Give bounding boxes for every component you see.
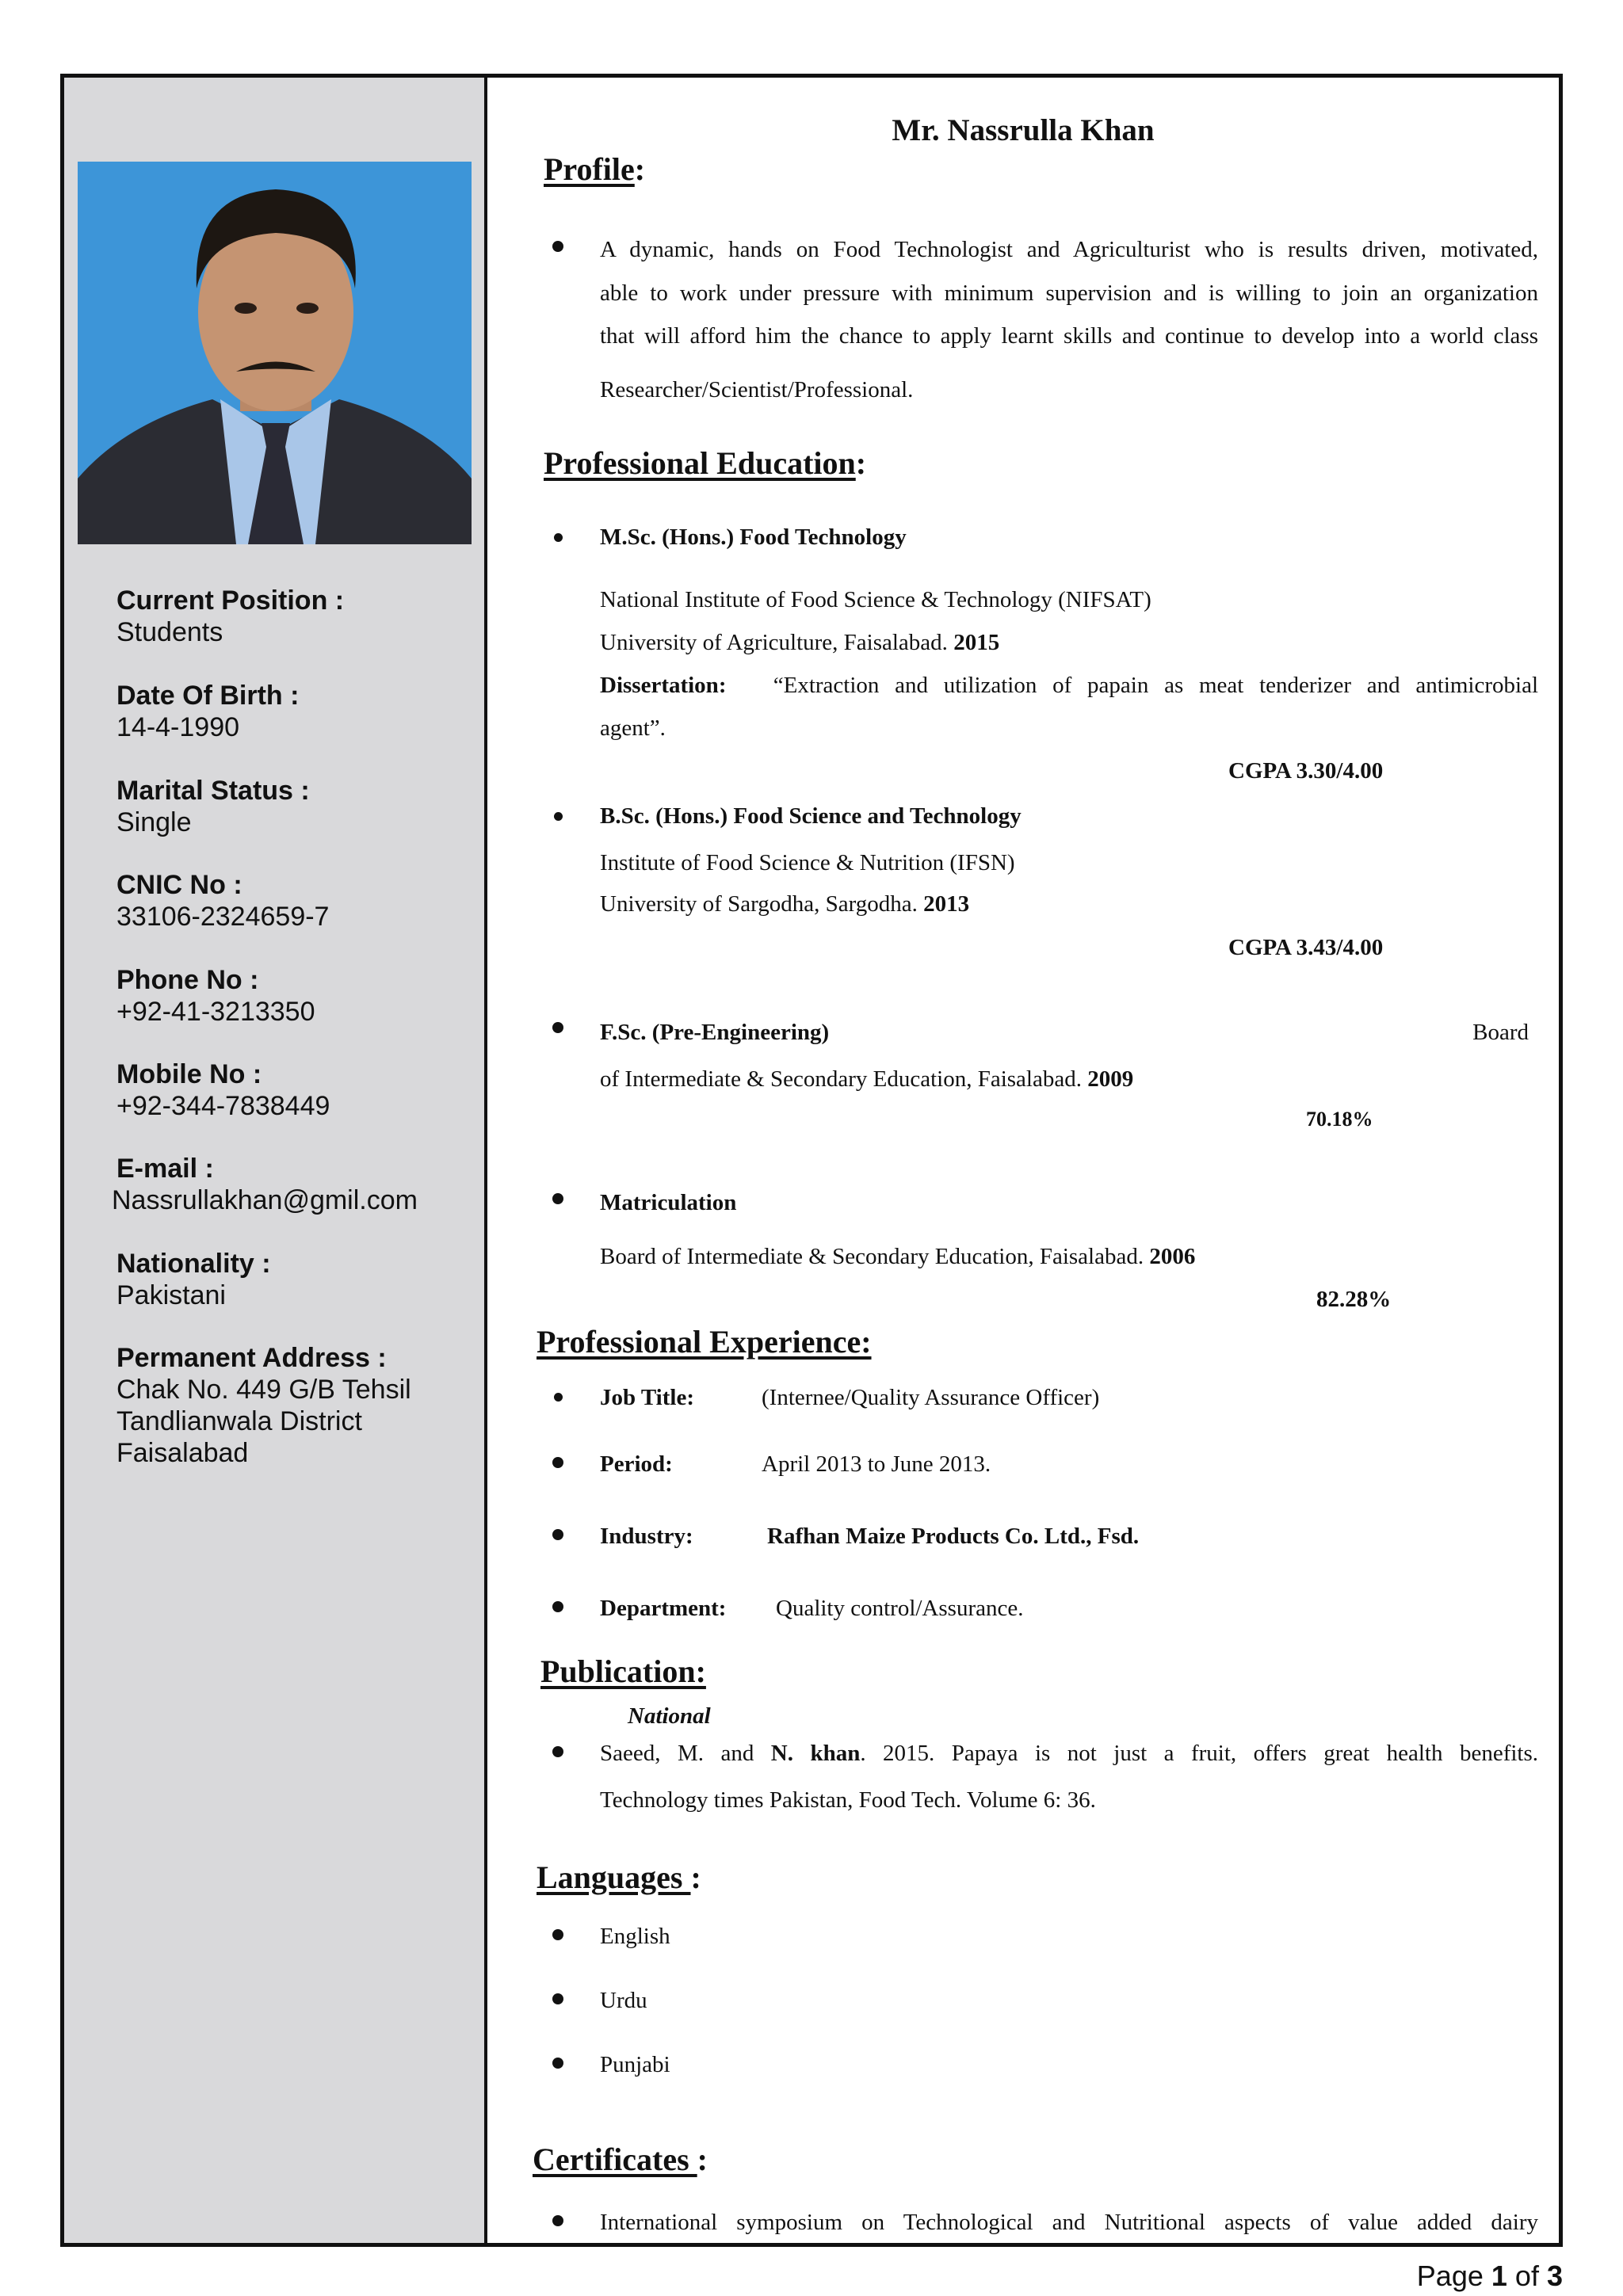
field-label: Phone No : [116, 965, 259, 995]
publication-line: Technology times Pakistan, Food Tech. Volume 6: 36. [600, 1787, 1096, 1813]
field-value: Nassrullakhan@gmil.com [112, 1185, 418, 1215]
candidate-name: Mr. Nassrulla Khan [892, 113, 1155, 147]
field-label: Mobile No : [116, 1059, 262, 1089]
languages-heading: Languages : [537, 1859, 701, 1895]
msc-degree: M.Sc. (Hons.) Food Technology [600, 524, 907, 550]
bsc-university: University of Sargodha, Sargodha. 2013 [600, 891, 970, 917]
bullet [552, 1529, 563, 1540]
profile-line: Researcher/Scientist/Professional. [600, 377, 914, 402]
field-value: +92-41-3213350 [116, 997, 315, 1027]
certificates-heading: Certificates : [533, 2142, 708, 2177]
page-number: Page 1 of 3 [1416, 2260, 1563, 2292]
field-value: Students [116, 617, 223, 647]
language-item: Urdu [600, 1988, 647, 2013]
field-date-of-birth [116, 680, 299, 743]
profile-heading: Profile: [544, 151, 646, 187]
profile-line: A dynamic, hands on Food Technologist and Agriculturist who is results driven, motivated, [600, 237, 1538, 262]
field-nationality [116, 1248, 271, 1311]
publication-heading: Publication: [540, 1653, 706, 1689]
profile-photo [78, 162, 472, 544]
matric-degree: Matriculation [600, 1190, 737, 1215]
field-cnic [116, 869, 329, 933]
exp-label: Industry: [600, 1524, 693, 1549]
field-label: CNIC No : [116, 870, 242, 900]
fsc-degree: F.Sc. (Pre-Engineering) [600, 1020, 830, 1045]
publication-line: Saeed, M. and N. khan. 2015. Papaya is not just a fruit, offers great health benefits. [600, 1741, 1538, 1766]
exp-value: (Internee/Quality Assurance Officer) [762, 1385, 1100, 1410]
msc-dissertation-end: agent”. [600, 715, 666, 741]
field-label: Permanent Address : [116, 1343, 387, 1373]
exp-label: Job Title: [600, 1385, 694, 1410]
field-label: Date Of Birth : [116, 681, 300, 711]
msc-university: University of Agriculture, Faisalabad. 2015 [600, 630, 1000, 655]
field-value: Single [116, 807, 192, 837]
profile-line: able to work under pressure with minimum supervision and is willing to join an organization [600, 280, 1538, 306]
bsc-degree: B.Sc. (Hons.) Food Science and Technology [600, 803, 1022, 829]
field-label: Current Position : [116, 585, 345, 616]
bullet [552, 1457, 563, 1468]
field-label: Marital Status : [116, 776, 310, 806]
field-permanent-address [116, 1342, 411, 1469]
bullet [552, 1993, 563, 2004]
msc-cgpa: CGPA 3.30/4.00 [1228, 758, 1384, 784]
sidebar [64, 78, 487, 2243]
bsc-institute: Institute of Food Science & Nutrition (IFSN) [600, 850, 1015, 875]
fsc-percentage: 70.18% [1306, 1108, 1373, 1131]
exp-value: April 2013 to June 2013. [762, 1451, 991, 1477]
field-marital-status [116, 775, 310, 838]
education-heading: Professional Education: [544, 445, 867, 481]
field-phone [116, 964, 315, 1028]
exp-label: Period: [600, 1451, 673, 1477]
field-value: 14-4-1990 [116, 712, 240, 742]
certificate-line: International symposium on Technological and Nutritional aspects of value added dairy [600, 2210, 1538, 2235]
matric-board: Board of Intermediate & Secondary Education, Faisalabad. 2006 [600, 1244, 1196, 1269]
fsc-board: of Intermediate & Secondary Education, Faisalabad. 2009 [600, 1066, 1134, 1092]
language-item: English [600, 1924, 670, 1949]
matric-percentage: 82.28% [1316, 1287, 1392, 1312]
field-label: E-mail : [116, 1154, 214, 1184]
bullet [554, 533, 563, 542]
field-label: Nationality : [116, 1249, 271, 1279]
publication-subheading: National [628, 1703, 711, 1729]
bullet [552, 1746, 563, 1757]
main-content [487, 78, 1559, 2243]
experience-heading: Professional Experience: [537, 1324, 872, 1360]
field-current-position [116, 585, 344, 648]
field-email [112, 1153, 418, 1216]
resume-frame [60, 74, 1563, 2247]
bullet [554, 1393, 563, 1402]
bullet [552, 1929, 563, 1940]
field-value: Chak No. 449 G/B Tehsil Tandlianwala District Faisalabad [116, 1375, 411, 1468]
exp-label: Department: [600, 1596, 727, 1621]
bullet [552, 2215, 563, 2226]
bullet [552, 2058, 563, 2069]
exp-value: Rafhan Maize Products Co. Ltd., Fsd. [767, 1524, 1140, 1549]
language-item: Punjabi [600, 2052, 670, 2077]
fsc-board-word: Board [1472, 1020, 1529, 1045]
bullet [552, 1193, 563, 1204]
msc-institute: National Institute of Food Science & Technology (NIFSAT) [600, 587, 1151, 612]
field-value: Pakistani [116, 1280, 226, 1310]
profile-line: that will afford him the chance to apply learnt skills and continue to develop into a world class [600, 323, 1538, 349]
bullet [552, 241, 563, 252]
bsc-cgpa: CGPA 3.43/4.00 [1228, 935, 1384, 960]
field-value: +92-344-7838449 [116, 1091, 330, 1121]
field-mobile [116, 1058, 330, 1122]
exp-value: Quality control/Assurance. [776, 1596, 1024, 1621]
bullet [552, 1022, 563, 1033]
field-value: 33106-2324659-7 [116, 902, 330, 932]
bullet [554, 812, 563, 821]
msc-dissertation: Dissertation: “Extraction and utilization of papain as meat tenderizer and antimicrobial [600, 673, 1539, 698]
bullet [552, 1601, 563, 1612]
